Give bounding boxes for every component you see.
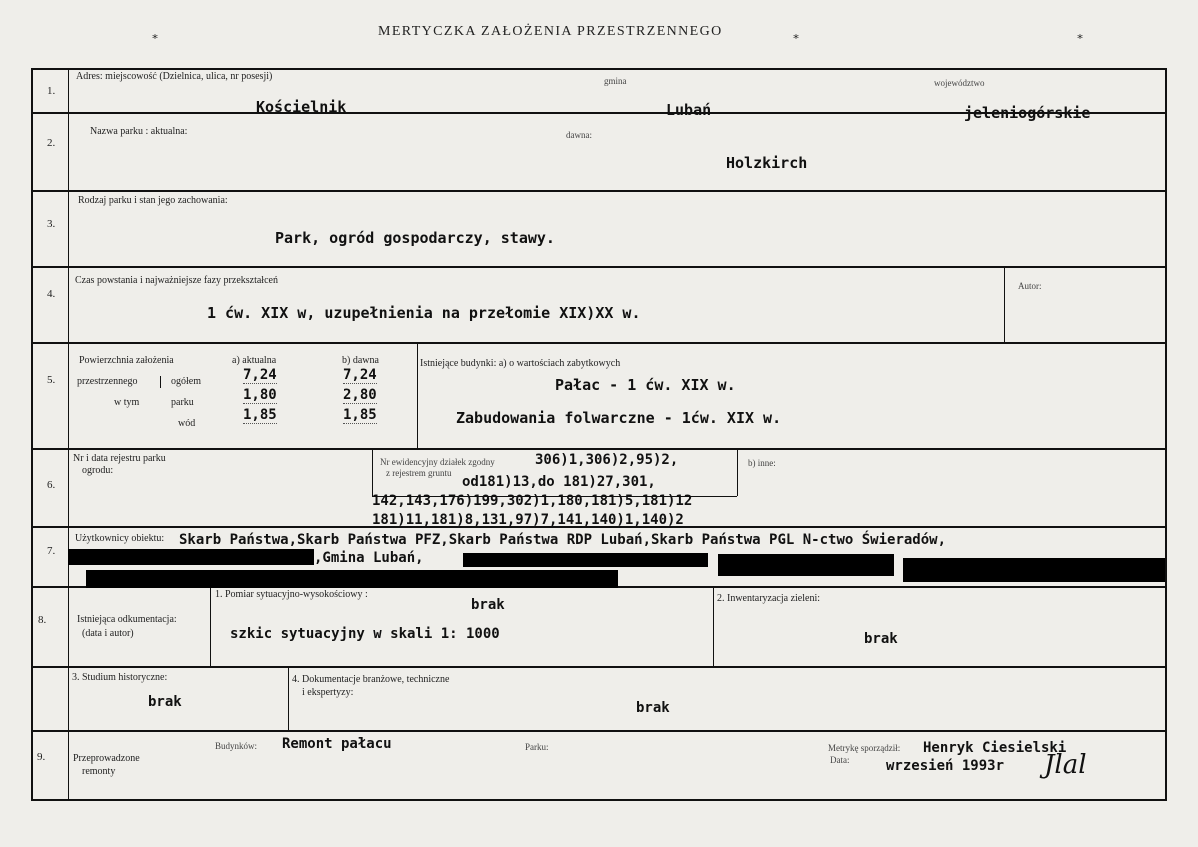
- locality-value: Kościelnik: [256, 98, 347, 116]
- row-divider: [31, 342, 1167, 344]
- plots-label: Nr ewidencyjny działek zgodny: [380, 457, 495, 467]
- survey-value: brak: [471, 597, 505, 613]
- row-number: 6.: [47, 479, 56, 491]
- park-current-value: 1,80: [243, 387, 277, 403]
- plots-line: od181)13,do 181)27,301,: [462, 474, 656, 490]
- author-label: Metrykę sporządził:: [828, 743, 901, 753]
- author-divider: [1004, 266, 1005, 342]
- water-label: wód: [178, 418, 196, 429]
- repairs-buildings-value: Remont pałacu: [282, 736, 392, 752]
- period-label: Czas powstania i najważniejsze fazy przekształceń: [75, 275, 278, 286]
- date-label: Data:: [830, 755, 850, 765]
- total-label: ogółem: [171, 376, 201, 387]
- signature: Jlal: [1044, 750, 1087, 780]
- inventory-label: 2. Inwentaryzacja zieleni:: [717, 593, 820, 604]
- repairs-label-cont: remonty: [82, 766, 116, 777]
- other-label: b) inne:: [748, 458, 776, 468]
- within-label: w tym: [114, 397, 140, 408]
- former-name-value: Holzkirch: [726, 154, 808, 172]
- redaction-bar: [86, 570, 618, 588]
- sketch-value: szkic sytuacyjny w skali 1: 1000: [230, 626, 500, 642]
- date-value: wrzesień 1993r: [886, 758, 1005, 774]
- document-title: MERTYCZKA ZAŁOŻENIA PRZESTRZENNEGO: [378, 24, 723, 39]
- plots-line: 306)1,306)2,95)2,: [535, 452, 679, 468]
- row-divider: [31, 266, 1167, 268]
- row-number: 1.: [47, 85, 56, 97]
- history-label: 3. Studium historyczne:: [72, 672, 168, 683]
- voivodeship-value: jeleniogórskie: [964, 104, 1091, 122]
- area-divider: [417, 342, 418, 448]
- building-farm: Zabudowania folwarczne - 1ćw. XIX w.: [456, 409, 782, 427]
- repairs-park-label: Parku:: [525, 742, 549, 752]
- branch-value: brak: [636, 700, 670, 716]
- docs-label: Istniejąca odkumentacja:: [77, 614, 177, 625]
- row-number: 4.: [47, 288, 56, 300]
- plots-box-right: [737, 448, 738, 496]
- park-name-label: Nazwa parku : aktualna:: [90, 126, 188, 137]
- docs-label-cont: (data i autor): [82, 628, 134, 639]
- building-palace: Pałac - 1 ćw. XIX w.: [555, 376, 736, 394]
- plots-line: 181)11,181)8,131,97)7,141,140)1,140)2: [372, 512, 684, 528]
- row-number: 8.: [38, 614, 47, 626]
- register-label-cont: ogrodu:: [82, 465, 114, 476]
- current-column-label: a) aktualna: [232, 355, 277, 366]
- row-number: 7.: [47, 545, 56, 557]
- spatial-label: przestrzennego: [77, 376, 138, 387]
- gmina-label: gmina: [604, 76, 627, 86]
- registration-mark: ⁎: [1077, 28, 1083, 42]
- voivodeship-label: województwo: [934, 78, 985, 88]
- docs-divider: [210, 586, 211, 666]
- former-column-label: b) dawna: [342, 355, 379, 366]
- row-number: 3.: [47, 218, 56, 230]
- address-label: Adres: miejscowość (Dzielnica, ulica, nr posesji): [76, 71, 273, 82]
- water-former-value: 1,85: [343, 407, 377, 423]
- buildings-label: Istniejące budynki: a) o wartościach zabytkowych: [420, 358, 621, 369]
- redaction-bar: [903, 558, 1165, 582]
- area-tick: [160, 376, 161, 388]
- history-value: brak: [148, 694, 182, 710]
- gmina-value: Lubań: [666, 101, 712, 119]
- total-former-value: 7,24: [343, 367, 377, 383]
- row-divider: [31, 666, 1167, 668]
- survey-label: 1. Pomiar sytuacyjno-wysokościowy :: [215, 589, 368, 600]
- docs-divider: [288, 666, 289, 730]
- registration-mark: ⁎: [152, 28, 158, 42]
- repairs-label: Przeprowadzone: [73, 753, 140, 764]
- row-divider: [31, 190, 1167, 192]
- author-value: Henryk Ciesielski: [923, 740, 1067, 756]
- park-type-value: Park, ogród gospodarczy, stawy.: [275, 229, 555, 247]
- plots-box-left: [372, 448, 373, 496]
- docs-divider: [713, 586, 714, 666]
- plots-label-cont: z rejestrem gruntu: [386, 468, 452, 478]
- number-column-line: [68, 68, 69, 801]
- former-name-label: dawna:: [566, 130, 592, 140]
- register-label: Nr i data rejestru parku: [73, 453, 166, 464]
- inventory-value: brak: [864, 631, 898, 647]
- users-line: Skarb Państwa,Skarb Państwa PFZ,Skarb Państwa RDP Lubań,Skarb Państwa PGL N-ctwo Świeradów,: [179, 532, 947, 548]
- park-area-label: parku: [171, 397, 194, 408]
- total-current-value: 7,24: [243, 367, 277, 383]
- redaction-bar: [718, 554, 894, 576]
- author-label: Autor:: [1018, 281, 1042, 291]
- water-current-value: 1,85: [243, 407, 277, 423]
- redaction-bar: [463, 553, 708, 567]
- users-label: Użytkownicy obiektu:: [75, 533, 165, 544]
- branch-label: 4. Dokumentacje branżowe, techniczne: [292, 674, 450, 685]
- plots-line: 142,143,176)199,302)1,180,181)5,181)12: [372, 493, 693, 509]
- redaction-bar: [68, 549, 314, 565]
- area-label: Powierzchnia założenia: [79, 355, 174, 366]
- row-number: 9.: [37, 751, 46, 763]
- users-line: ,Gmina Lubań,: [314, 550, 424, 566]
- form-frame: [31, 68, 1167, 801]
- branch-label-cont: i ekspertyzy:: [302, 687, 354, 698]
- period-value: 1 ćw. XIX w, uzupełnienia na przełomie XIX)XX w.: [207, 304, 641, 322]
- park-type-label: Rodzaj parku i stan jego zachowania:: [78, 195, 228, 206]
- registration-mark: ⁎: [793, 28, 799, 42]
- repairs-buildings-label: Budynków:: [215, 741, 258, 751]
- row-number: 2.: [47, 137, 56, 149]
- row-number: 5.: [47, 374, 56, 386]
- park-former-value: 2,80: [343, 387, 377, 403]
- row-divider: [31, 730, 1167, 732]
- row-divider: [31, 448, 1167, 450]
